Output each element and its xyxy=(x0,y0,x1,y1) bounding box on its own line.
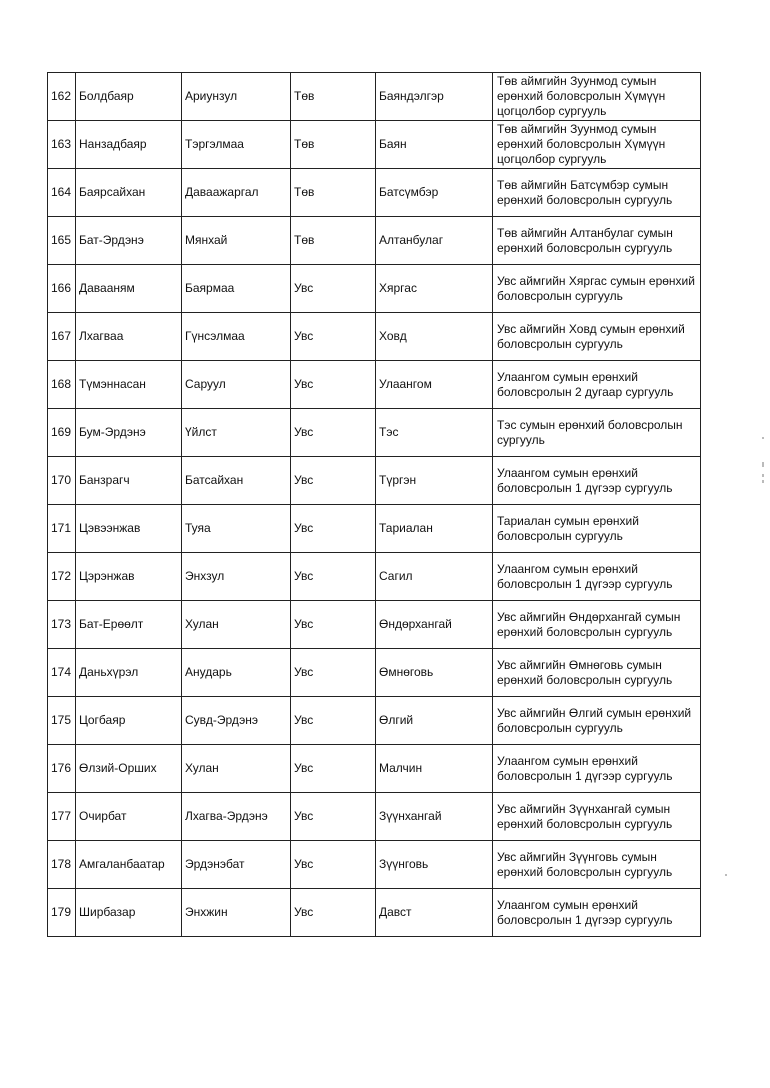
given-name-cell: Хулан xyxy=(182,601,291,649)
given-name-cell: Тэргэлмаа xyxy=(182,121,291,169)
document-sheet xyxy=(47,72,701,937)
school-cell: Төв аймгийн Батсүмбэр сумын ерөнхий боловсролын сургууль xyxy=(493,169,701,217)
table-row xyxy=(48,793,701,841)
aimag-cell: Увс xyxy=(291,697,376,745)
row-number: 168 xyxy=(48,361,76,409)
school-cell: Төв аймгийн Зуунмод сумын ерөнхий боловсролын Хүмүүн цогцолбор сургууль xyxy=(493,121,701,169)
aimag-cell: Увс xyxy=(291,409,376,457)
given-name-cell: Саруул xyxy=(182,361,291,409)
row-number: 179 xyxy=(48,889,76,937)
surname-cell: Баярсайхан xyxy=(76,169,182,217)
school-cell: Увс аймгийн Өмнөговь сумын ерөнхий боловсролын сургууль xyxy=(493,649,701,697)
row-number: 162 xyxy=(48,73,76,121)
table-row xyxy=(48,361,701,409)
given-name-cell: Үйлст xyxy=(182,409,291,457)
table-row xyxy=(48,409,701,457)
row-number: 178 xyxy=(48,841,76,889)
surname-cell: Давааням xyxy=(76,265,182,313)
given-name-cell: Анударь xyxy=(182,649,291,697)
school-cell: Төв аймгийн Зуунмод сумын ерөнхий боловсролын Хүмүүн цогцолбор сургууль xyxy=(493,73,701,121)
table-row xyxy=(48,505,701,553)
aimag-cell: Увс xyxy=(291,841,376,889)
surname-cell: Цогбаяр xyxy=(76,697,182,745)
row-number: 169 xyxy=(48,409,76,457)
given-name-cell: Гүнсэлмаа xyxy=(182,313,291,361)
row-number: 175 xyxy=(48,697,76,745)
student-table-body xyxy=(48,73,701,937)
aimag-cell: Увс xyxy=(291,649,376,697)
surname-cell: Болдбаяр xyxy=(76,73,182,121)
surname-cell: Цэрэнжав xyxy=(76,553,182,601)
surname-cell: Банзрагч xyxy=(76,457,182,505)
given-name-cell: Энхжин xyxy=(182,889,291,937)
school-cell: Тэс сумын ерөнхий боловсролын сургууль xyxy=(493,409,701,457)
table-row xyxy=(48,457,701,505)
aimag-cell: Увс xyxy=(291,505,376,553)
row-number: 163 xyxy=(48,121,76,169)
scan-mark xyxy=(725,874,727,876)
aimag-cell: Увс xyxy=(291,745,376,793)
surname-cell: Нанзадбаяр xyxy=(76,121,182,169)
soum-cell: Малчин xyxy=(376,745,493,793)
surname-cell: Даньхүрэл xyxy=(76,649,182,697)
given-name-cell: Баярмаа xyxy=(182,265,291,313)
soum-cell: Сагил xyxy=(376,553,493,601)
table-row xyxy=(48,73,701,121)
school-cell: Улаангом сумын ерөнхий боловсролын 1 дүгээр сургууль xyxy=(493,457,701,505)
scan-mark xyxy=(762,437,764,439)
given-name-cell: Хулан xyxy=(182,745,291,793)
school-cell: Тариалан сумын ерөнхий боловсролын сургууль xyxy=(493,505,701,553)
soum-cell: Давст xyxy=(376,889,493,937)
school-cell: Улаангом сумын ерөнхий боловсролын 2 дугаар сургууль xyxy=(493,361,701,409)
soum-cell: Баяндэлгэр xyxy=(376,73,493,121)
surname-cell: Амгаланбаатар xyxy=(76,841,182,889)
given-name-cell: Мянхай xyxy=(182,217,291,265)
school-cell: Увс аймгийн Зүүнхангай сумын ерөнхий боловсролын сургууль xyxy=(493,793,701,841)
school-cell: Улаангом сумын ерөнхий боловсролын 1 дүгээр сургууль xyxy=(493,553,701,601)
surname-cell: Түмэннасан xyxy=(76,361,182,409)
table-row xyxy=(48,217,701,265)
row-number: 165 xyxy=(48,217,76,265)
table-row xyxy=(48,889,701,937)
soum-cell: Батсүмбэр xyxy=(376,169,493,217)
surname-cell: Бат-Эрдэнэ xyxy=(76,217,182,265)
table-row xyxy=(48,745,701,793)
row-number: 176 xyxy=(48,745,76,793)
school-cell: Улаангом сумын ерөнхий боловсролын 1 дүгээр сургууль xyxy=(493,889,701,937)
row-number: 164 xyxy=(48,169,76,217)
school-cell: Увс аймгийн Зүүнговь сумын ерөнхий боловсролын сургууль xyxy=(493,841,701,889)
given-name-cell: Эрдэнэбат xyxy=(182,841,291,889)
soum-cell: Алтанбулаг xyxy=(376,217,493,265)
given-name-cell: Батсайхан xyxy=(182,457,291,505)
given-name-cell: Ариунзул xyxy=(182,73,291,121)
aimag-cell: Увс xyxy=(291,361,376,409)
soum-cell: Улаангом xyxy=(376,361,493,409)
surname-cell: Бат-Ерөөлт xyxy=(76,601,182,649)
student-table xyxy=(47,72,701,937)
school-cell: Улаангом сумын ерөнхий боловсролын 1 дүгээр сургууль xyxy=(493,745,701,793)
row-number: 171 xyxy=(48,505,76,553)
school-cell: Төв аймгийн Алтанбулаг сумын ерөнхий боловсролын сургууль xyxy=(493,217,701,265)
soum-cell: Баян xyxy=(376,121,493,169)
soum-cell: Зүүнхангай xyxy=(376,793,493,841)
given-name-cell: Туяа xyxy=(182,505,291,553)
soum-cell: Тэс xyxy=(376,409,493,457)
table-row xyxy=(48,313,701,361)
scan-mark xyxy=(762,480,764,483)
school-cell: Увс аймгийн Өлгий сумын ерөнхий боловсролын сургууль xyxy=(493,697,701,745)
aimag-cell: Увс xyxy=(291,553,376,601)
aimag-cell: Төв xyxy=(291,217,376,265)
aimag-cell: Төв xyxy=(291,169,376,217)
surname-cell: Очирбат xyxy=(76,793,182,841)
soum-cell: Өлгий xyxy=(376,697,493,745)
table-row xyxy=(48,841,701,889)
aimag-cell: Увс xyxy=(291,457,376,505)
soum-cell: Түргэн xyxy=(376,457,493,505)
soum-cell: Зүүнговь xyxy=(376,841,493,889)
row-number: 170 xyxy=(48,457,76,505)
soum-cell: Ховд xyxy=(376,313,493,361)
surname-cell: Лхагваа xyxy=(76,313,182,361)
given-name-cell: Сувд-Эрдэнэ xyxy=(182,697,291,745)
aimag-cell: Төв xyxy=(291,121,376,169)
aimag-cell: Увс xyxy=(291,601,376,649)
given-name-cell: Энхзул xyxy=(182,553,291,601)
table-row xyxy=(48,601,701,649)
row-number: 167 xyxy=(48,313,76,361)
scan-mark xyxy=(762,474,764,477)
soum-cell: Өмнөговь xyxy=(376,649,493,697)
row-number: 173 xyxy=(48,601,76,649)
aimag-cell: Төв xyxy=(291,73,376,121)
table-row xyxy=(48,649,701,697)
table-row xyxy=(48,121,701,169)
aimag-cell: Увс xyxy=(291,793,376,841)
school-cell: Увс аймгийн Хяргас сумын ерөнхий боловсролын сургууль xyxy=(493,265,701,313)
row-number: 177 xyxy=(48,793,76,841)
soum-cell: Өндөрхангай xyxy=(376,601,493,649)
row-number: 174 xyxy=(48,649,76,697)
aimag-cell: Увс xyxy=(291,313,376,361)
table-row xyxy=(48,265,701,313)
aimag-cell: Увс xyxy=(291,889,376,937)
school-cell: Увс аймгийн Ховд сумын ерөнхий боловсролын сургууль xyxy=(493,313,701,361)
row-number: 172 xyxy=(48,553,76,601)
scan-mark xyxy=(762,462,764,467)
surname-cell: Өлзий-Орших xyxy=(76,745,182,793)
table-row xyxy=(48,697,701,745)
table-row xyxy=(48,553,701,601)
surname-cell: Бум-Эрдэнэ xyxy=(76,409,182,457)
aimag-cell: Увс xyxy=(291,265,376,313)
soum-cell: Тариалан xyxy=(376,505,493,553)
given-name-cell: Лхагва-Эрдэнэ xyxy=(182,793,291,841)
surname-cell: Цэвээнжав xyxy=(76,505,182,553)
surname-cell: Ширбазар xyxy=(76,889,182,937)
table-row xyxy=(48,169,701,217)
soum-cell: Хяргас xyxy=(376,265,493,313)
school-cell: Увс аймгийн Өндөрхангай сумын ерөнхий боловсролын сургууль xyxy=(493,601,701,649)
row-number: 166 xyxy=(48,265,76,313)
given-name-cell: Даваажаргал xyxy=(182,169,291,217)
